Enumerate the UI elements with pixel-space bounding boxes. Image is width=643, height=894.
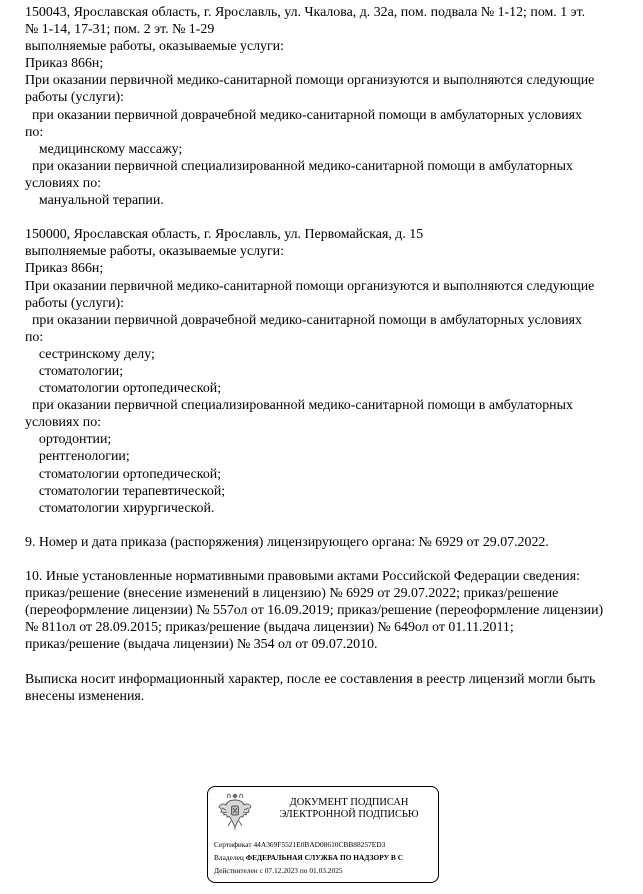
text-line: Выписка носит информационный характер, после ее составления в реестр лицензий могли быть [25,671,596,687]
text-line: при оказании первичной специализированной медико-санитарной помощи в амбулаторных [25,158,573,174]
section-9-order-number [25,534,635,551]
text-line: стоматологии хирургической. [25,500,215,516]
text-line: выполняемые работы, оказываемые услуги: [25,244,284,260]
text-line: сестринскому делу; [25,346,155,362]
address-block-pervomayskaya [25,226,635,517]
stamp-title [260,797,438,821]
section-10-other-info [25,568,635,653]
text-line: рентгенологии; [25,449,130,465]
electronic-signature-stamp [207,786,439,883]
text-line: Приказ 866н; [25,261,104,277]
text-line: при оказании первичной доврачебной медико-санитарной помощи в амбулаторных условиях [25,312,582,328]
document-body [25,4,635,705]
text-line: по: [25,124,44,140]
text-line: 150043, Ярославская область, г. Ярославль, ул. Чкалова, д. 32а, пом. подвала № 1-12; пом. 1 эт. [25,5,586,20]
informational-note [25,671,635,705]
text-line: 9. Номер и дата приказа (распоряжения) лицензирующего органа: № 6929 от 29.07.2022. [25,534,549,550]
address-block-chkalova [25,4,635,209]
text-line: работы (услуги): [25,90,125,106]
text-line: приказ/решение (выдача лицензии) № 354 ол от 09.07.2010. [25,637,378,653]
russian-coat-of-arms-icon [218,791,252,831]
stamp-title-line: ДОКУМЕНТ ПОДПИСАН [289,797,409,808]
spacer [25,517,635,534]
text-line: 150000, Ярославская область, г. Ярославль, ул. Первомайская, д. 15 [25,227,424,243]
text-line: № 1-14, 17-31; пом. 2 эт. № 1-29 [25,22,215,38]
text-line: стоматологии ортопедической; [25,466,222,482]
certificate-owner [214,853,439,862]
stamp-title-line: ЭЛЕКТРОННОЙ ПОДПИСЬЮ [279,809,419,820]
text-line: стоматологии; [25,363,124,379]
certificate-validity: Действителен с 07.12.2023 по 01.03.2025 [214,866,343,875]
text-line: внесены изменения. [25,688,145,704]
text-line: выполняемые работы, оказываемые услуги: [25,39,284,55]
owner-label: Владелец [214,853,244,862]
text-line: При оказании первичной медико-санитарной помощи организуются и выполняются следующие [25,278,595,294]
text-line: условиях по: [25,175,102,191]
text-line: (переоформление лицензии) № 557ол от 16.09.2019; приказ/решение (переоформление лицензии) [25,603,604,619]
owner-name: ФЕДЕРАЛЬНАЯ СЛУЖБА ПО НАДЗОРУ В С [245,853,404,862]
text-line: по: [25,329,44,345]
text-line: приказ/решение (внесение изменений в лицензию) № 6929 от 29.07.2022; приказ/решение [25,586,559,602]
text-line: работы (услуги): [25,295,125,311]
text-line: медицинскому массажу; [25,141,183,157]
certificate-number: Сертификат 44A369F5521E0BAD08610CBB88257ED3 [214,840,386,849]
text-line: № 811ол от 28.09.2015; приказ/решение (выдача лицензии) № 649ол от 01.11.2011; [25,620,514,636]
text-line: стоматологии ортопедической; [25,381,222,397]
spacer [25,209,635,226]
text-line: стоматологии терапевтической; [25,483,226,499]
spacer [25,654,635,671]
text-line: мануальной терапии. [25,193,164,209]
text-line: при оказании первичной специализированной медико-санитарной помощи в амбулаторных [25,398,573,414]
text-line: Приказ 866н; [25,56,104,72]
spacer [25,551,635,568]
text-line: условиях по: [25,415,102,431]
text-line: ортодонтии; [25,432,112,448]
text-line: При оказании первичной медико-санитарной помощи организуются и выполняются следующие [25,73,595,89]
text-line: при оказании первичной доврачебной медико-санитарной помощи в амбулаторных условиях [25,107,582,123]
text-line: 10. Иные установленные нормативными правовыми актами Российской Федерации сведения: [25,569,580,585]
